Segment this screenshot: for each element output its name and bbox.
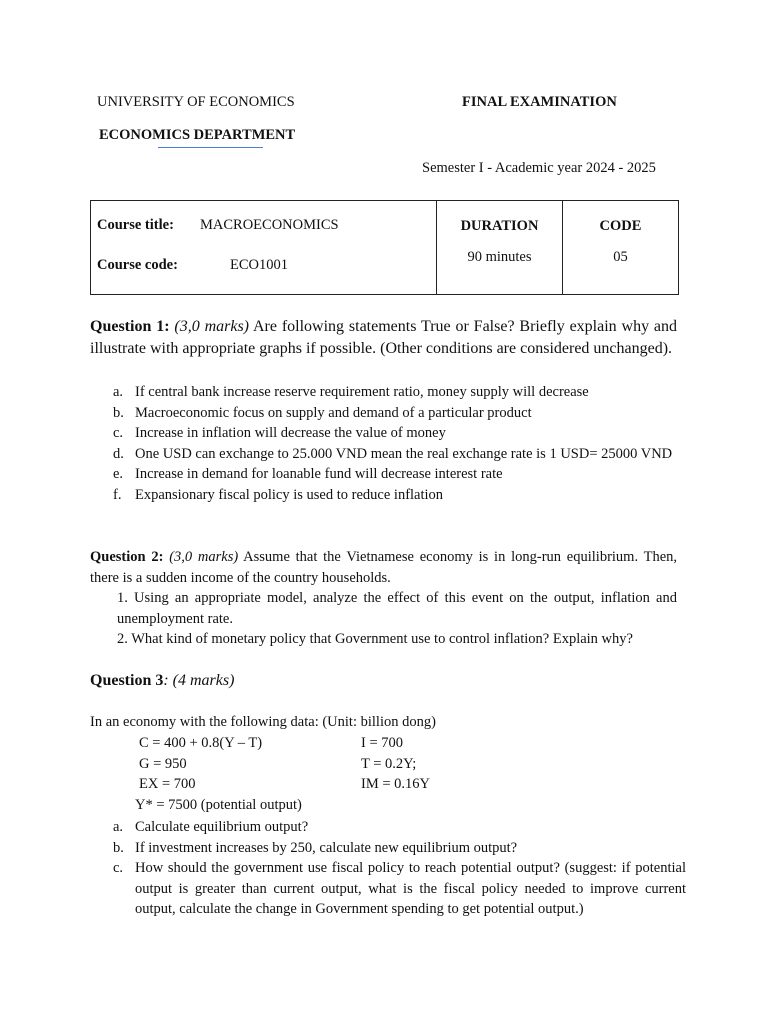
equation-tax: T = 0.2Y; <box>361 756 417 772</box>
department-name: ECONOMICS DEPARTMENT <box>99 127 296 143</box>
course-cell <box>91 201 437 295</box>
course-title-label: Course title: <box>97 217 174 233</box>
exam-title: FINAL EXAMINATION <box>462 94 617 110</box>
question-3-heading <box>90 672 234 690</box>
equation-potential-output: Y* = 7500 (potential output) <box>135 797 302 813</box>
question-2-marks: (3,0 marks) <box>169 549 239 565</box>
question-3-marks: : (4 marks) <box>163 672 235 689</box>
code-label: CODE <box>599 218 642 234</box>
list-item: a. Calculate equilibrium output? <box>113 819 309 835</box>
list-item: a. If central bank increase reserve requirement ratio, money supply will decrease <box>113 384 589 400</box>
semester-info: Semester I - Academic year 2024 - 2025 <box>422 160 656 176</box>
list-item: b. Macroeconomic focus on supply and demand of a particular product <box>113 404 532 421</box>
duration-value: 90 minutes <box>467 249 532 265</box>
question-1-marks: (3,0 marks) <box>174 318 250 335</box>
list-item: d. One USD can exchange to 25.000 VND mean the real exchange rate is 1 USD= 25000 VND <box>113 445 673 462</box>
question-3-intro: In an economy with the following data: (Unit: billion dong) <box>90 714 436 730</box>
course-info-table <box>90 200 679 295</box>
question-1 <box>90 316 677 360</box>
duration-label: DURATION <box>460 218 539 234</box>
course-code-value: ECO1001 <box>230 257 288 273</box>
equation-exports: EX = 700 <box>139 776 196 792</box>
list-item: e. Increase in demand for loanable fund will decrease interest rate <box>113 466 503 482</box>
question-2 <box>90 547 677 588</box>
equation-imports: IM = 0.16Y <box>361 776 430 792</box>
course-code-label: Course code: <box>97 257 178 273</box>
equation-government: G = 950 <box>139 756 187 772</box>
university-name: UNIVERSITY OF ECONOMICS <box>97 94 295 110</box>
question-2-label: Question 2: <box>90 549 164 565</box>
question-1-text: Are following statements True or False? Briefly explain why and illustrate with appropriate graphs if possible. (Other conditions are considered unchanged). <box>90 318 678 357</box>
question-2-sub-1: 1. Using an appropriate model, analyze the effect of this event on the output, inflation and unemployment rate. <box>117 590 677 627</box>
code-value: 05 <box>613 249 628 265</box>
code-cell <box>563 201 679 295</box>
course-title-value: MACROECONOMICS <box>200 217 339 233</box>
equation-investment: I = 700 <box>361 735 404 751</box>
question-1-label: Question 1: <box>90 318 170 335</box>
question-3-list <box>90 817 686 920</box>
list-item: f. Expansionary fiscal policy is used to reduce inflation <box>113 486 444 503</box>
question-2-sub-2: 2. What kind of monetary policy that Government use to control inflation? Explain why? <box>117 631 633 647</box>
list-item: c. Increase in inflation will decrease the value of money <box>113 425 446 441</box>
department-underline <box>158 147 263 148</box>
question-3-label: Question 3 <box>90 672 164 689</box>
question-1-list <box>90 382 677 505</box>
list-item: b. If investment increases by 250, calculate new equilibrium output? <box>113 839 518 856</box>
equation-consumption: C = 400 + 0.8(Y – T) <box>139 735 263 751</box>
duration-cell <box>437 201 563 295</box>
question-2-text: Assume that the Vietnamese economy is in long-run equilibrium. Then, there is a sudden income of the country households. <box>90 549 677 586</box>
list-item: c. How should the government use fiscal policy to reach potential output? (suggest: if potential output is greater than current output, what is the fiscal policy needed to improve current output, calculate the change in Government spending to get potential output.) <box>113 860 686 917</box>
